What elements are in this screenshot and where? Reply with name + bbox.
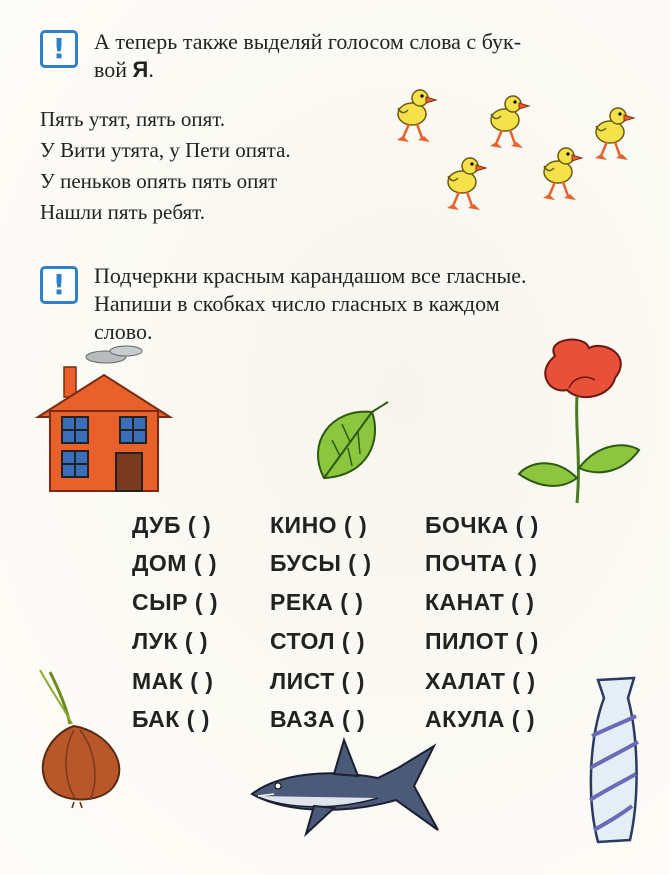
duckling-icon [490, 96, 529, 148]
exclamation-icon: ! [40, 266, 78, 304]
task1-line2 [94, 56, 644, 84]
poem [40, 104, 291, 228]
task1-line1: А теперь также выделяй голосом слова с бук- [94, 29, 522, 54]
shark-icon [248, 738, 448, 838]
leaf-icon [312, 400, 392, 490]
task1-line2-prefix: вой [94, 57, 133, 82]
word-item: СТОЛ ( ) [270, 628, 366, 654]
word-item: ПИЛОТ ( ) [425, 628, 539, 654]
onion-icon [30, 668, 130, 808]
word-item: БАК ( ) [132, 706, 210, 732]
word-item: ПОЧТА ( ) [425, 550, 538, 576]
word-item: РЕКА ( ) [270, 589, 364, 615]
poem-line: Нашли пять ребят. [40, 200, 206, 224]
duckling-icon [397, 90, 436, 142]
word-item: ЛУК ( ) [132, 628, 209, 654]
word-item: АКУЛА ( ) [425, 706, 535, 732]
word-item: ДОМ ( ) [132, 550, 218, 576]
task2-line2: Напиши в скобках число гласных в каждом [94, 291, 500, 316]
word-item: ЛИСТ ( ) [270, 668, 365, 694]
word-item: БУСЫ ( ) [270, 550, 372, 576]
vase-icon [584, 676, 644, 846]
poem-line: У пеньков опять пять опят [40, 169, 278, 193]
exclamation-icon: ! [40, 30, 78, 68]
task1-line2-suffix: . [148, 57, 154, 82]
poem-line: У Вити утята, у Пети опята. [40, 138, 291, 162]
duckling-icon [543, 148, 582, 200]
word-item: ВАЗА ( ) [270, 706, 366, 732]
word-item: КИНО ( ) [270, 512, 368, 538]
task1-instruction [94, 28, 644, 84]
duckling-icon [447, 158, 486, 210]
task2-instruction [94, 262, 644, 346]
flower-icon [515, 338, 645, 508]
house-icon [36, 345, 176, 495]
word-item: КАНАТ ( ) [425, 589, 535, 615]
duckling-icon [595, 108, 634, 160]
task2-line3: слово. [94, 319, 153, 344]
task2-line1: Подчеркни красным карандашом все гласные. [94, 263, 527, 288]
task1-letter: Я [132, 57, 149, 82]
word-item: МАК ( ) [132, 668, 214, 694]
word-item: СЫР ( ) [132, 589, 219, 615]
poem-line: Пять утят, пять опят. [40, 107, 226, 131]
word-item: ДУБ ( ) [132, 512, 212, 538]
word-item: ХАЛАТ ( ) [425, 668, 536, 694]
word-item: БОЧКА ( ) [425, 512, 539, 538]
